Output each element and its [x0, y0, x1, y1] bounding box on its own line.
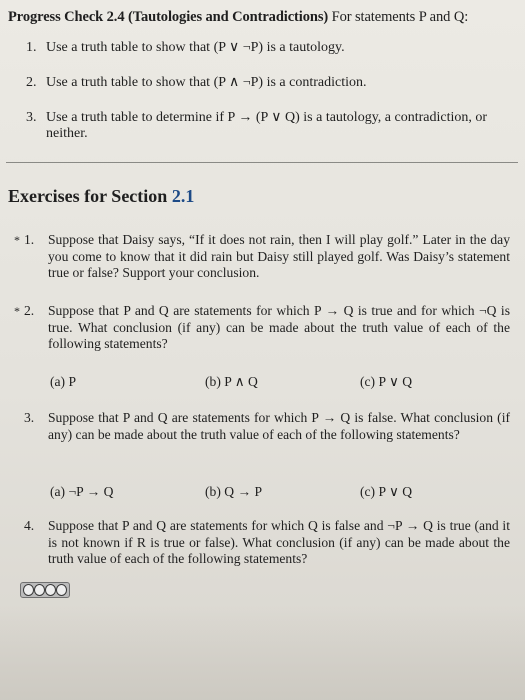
exercise-text: Suppose that P and Q are statements for which P → Q is false. What conclusion (if any) can be made about the truth value of each of the following statements?	[48, 410, 510, 442]
part-a: (a) P	[50, 374, 77, 389]
exercise-item	[24, 410, 510, 443]
part-c: (c) P ∨ Q	[360, 374, 413, 389]
exercise-text: Suppose that Daisy says, “If it does not rain, then I will play golf.” Later in the day you come to know that it did rain but Daisy still played golf. Was Daisy’s statement true or false? Support your conclusion.	[48, 232, 510, 280]
part-b: (b) Q → P	[205, 484, 263, 499]
exercise-text: Suppose that P and Q are statements for which Q is false and ¬P → Q is true (and it is not known if R is true or false). What conclusion (if any) can be made about the truth value of each of the following statements?	[48, 518, 510, 566]
progress-check-heading	[8, 9, 518, 26]
cc-license-icon	[20, 582, 70, 598]
item-text: Use a truth table to show that (P ∨ ¬P) is a tautology.	[46, 40, 345, 55]
section-divider	[6, 162, 518, 163]
exercise-item	[14, 232, 510, 282]
item-number: 2.	[26, 75, 37, 90]
exercises-title: Exercises for Section	[8, 186, 172, 206]
exercise-parts	[50, 374, 510, 390]
exercises-heading	[8, 186, 194, 207]
exercise-text: Suppose that P and Q are statements for which P → Q is true and for which ¬Q is true. What conclusion (if any) can be made about the truth value of each of the following statements?	[48, 303, 510, 351]
star-marker: *	[14, 233, 20, 247]
section-number-link[interactable]: 2.1	[171, 186, 195, 206]
item-text: Use a truth table to determine if P → (P ∨ Q) is a tautology, a contradiction, or neither.	[46, 110, 488, 141]
part-c: (c) P ∨ Q	[360, 484, 413, 499]
sa-circle-icon	[56, 584, 67, 596]
exercise-number: 3.	[24, 410, 35, 425]
page-shadow	[0, 605, 525, 700]
exercise-item	[14, 303, 510, 353]
exercise-item	[24, 518, 510, 568]
item-text: Use a truth table to show that (P ∧ ¬P) is a contradiction.	[46, 75, 367, 90]
progress-check-list	[26, 40, 516, 142]
exercise-parts	[50, 484, 510, 500]
progress-check-item	[26, 110, 516, 142]
exercise-number: 1.	[24, 232, 35, 247]
cc-circle-icon	[23, 584, 34, 596]
progress-check-intro: For statements P and Q:	[328, 9, 469, 25]
exercise-number: 4.	[24, 518, 35, 533]
item-number: 3.	[26, 110, 37, 125]
progress-check-item	[26, 40, 516, 56]
progress-check-title: Progress Check 2.4 (Tautologies and Contradictions)	[8, 9, 329, 25]
progress-check-item	[26, 75, 516, 91]
by-circle-icon	[34, 584, 45, 596]
exercise-number: 2.	[24, 303, 35, 318]
star-marker: *	[14, 304, 20, 318]
part-b: (b) P ∧ Q	[205, 374, 258, 389]
part-a: (a) ¬P → Q	[50, 484, 114, 499]
nc-circle-icon	[45, 584, 56, 596]
item-number: 1.	[26, 40, 37, 55]
